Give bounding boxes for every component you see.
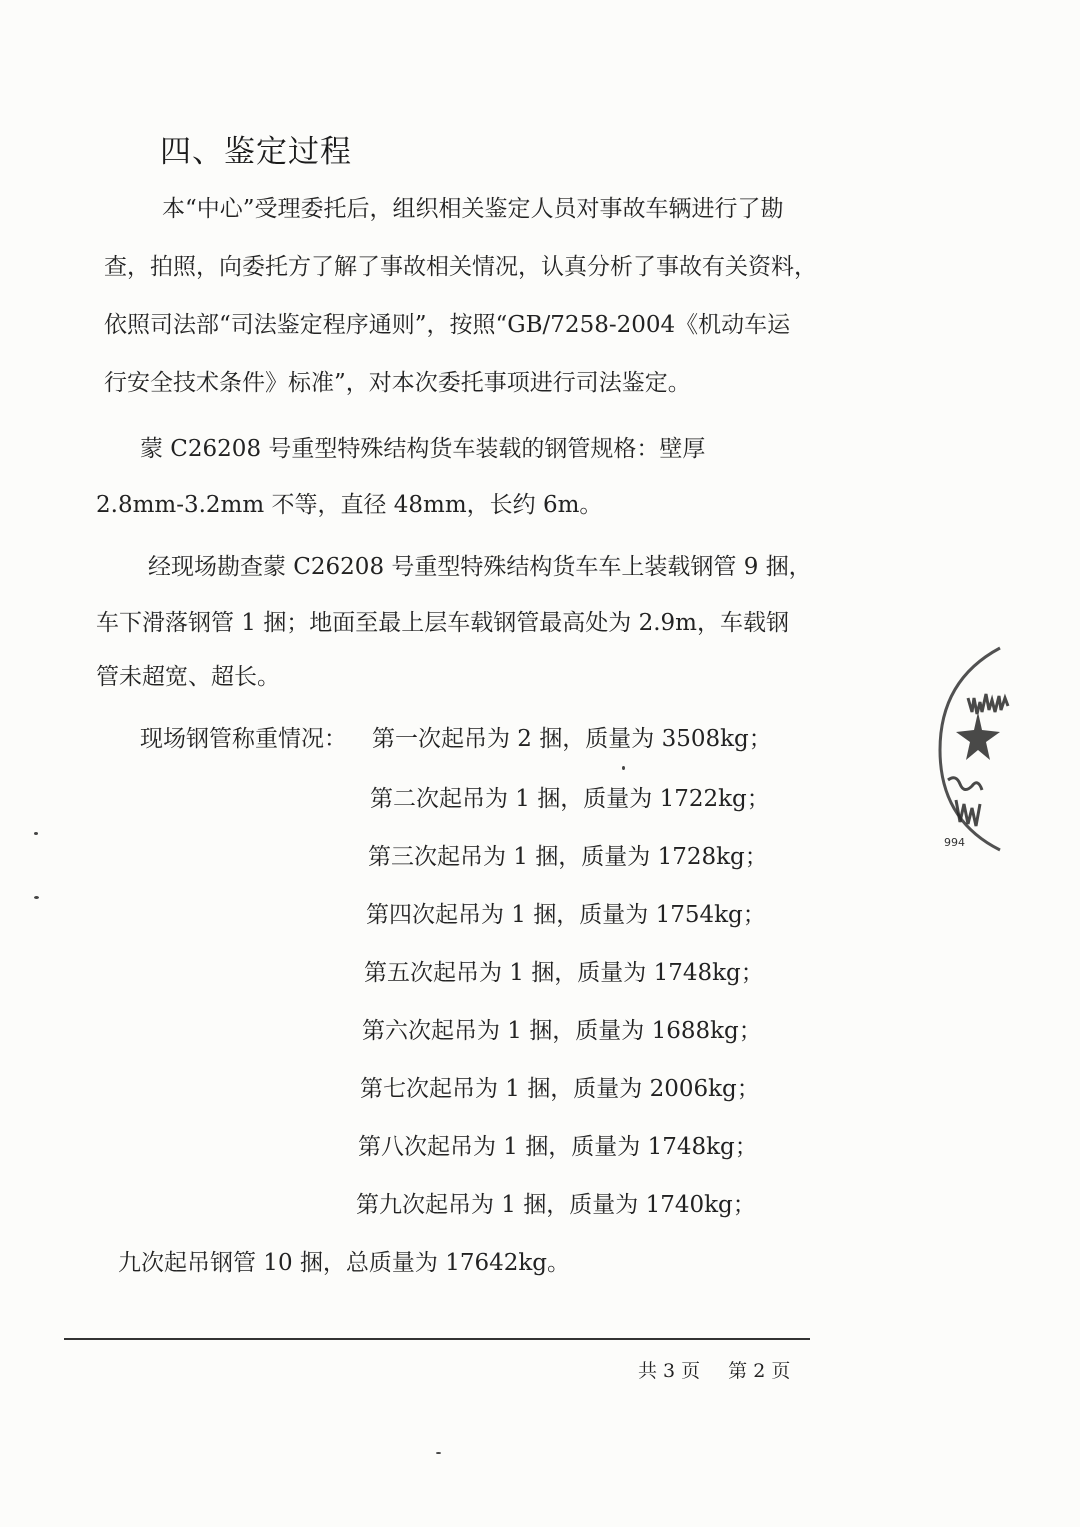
paragraph-2-line-1: 蒙 C26208 号重型特殊结构货车装载的钢管规格：壁厚 <box>140 436 706 462</box>
paragraph-3-line-1: 经现场勘查蒙 C26208 号重型特殊结构货车车上装载钢管 9 捆， <box>148 554 812 580</box>
scan-speck <box>622 766 625 770</box>
footer-divider <box>64 1338 810 1340</box>
weighing-row-1: 第一次起吊为 2 捆，质量为 3508kg； <box>372 726 772 752</box>
paragraph-2-line-2: 2.8mm-3.2mm 不等，直径 48mm，长约 6m。 <box>96 492 603 518</box>
seal-script-bottom <box>956 800 980 826</box>
official-seal <box>930 640 1080 860</box>
weighing-row-6: 第六次起吊为 1 捆，质量为 1688kg； <box>362 1018 762 1044</box>
paragraph-1-line-1: 本“中心”受理委托后，组织相关鉴定人员对事故车辆进行了勘 <box>162 196 784 222</box>
weighing-row-2: 第二次起吊为 1 捆，质量为 1722kg； <box>370 786 770 812</box>
scan-speck <box>34 896 39 899</box>
seal-year-text: 994 <box>944 836 965 849</box>
weighing-total: 九次起吊钢管 10 捆，总质量为 17642kg。 <box>118 1250 571 1276</box>
weighing-row-3: 第三次起吊为 1 捆，质量为 1728kg； <box>368 844 768 870</box>
paragraph-3-line-2: 车下滑落钢管 1 捆；地面至最上层车载钢管最高处为 2.9m，车载钢 <box>96 610 789 636</box>
current-page: 第 2 页 <box>728 1360 791 1382</box>
scan-speck <box>436 1452 441 1454</box>
weighing-row-5: 第五次起吊为 1 捆，质量为 1748kg； <box>364 960 764 986</box>
paragraph-3-line-3: 管未超宽、超长。 <box>96 664 280 690</box>
weighing-intro: 现场钢管称重情况： <box>140 726 347 752</box>
paragraph-1-line-2: 查，拍照，向委托方了解了事故相关情况，认真分析了事故有关资料， <box>104 254 817 280</box>
seal-star-icon <box>956 712 1000 760</box>
weighing-row-4: 第四次起吊为 1 捆，质量为 1754kg； <box>366 902 766 928</box>
paragraph-1-line-4: 行安全技术条件》标准”，对本次委托事项进行司法鉴定。 <box>104 370 691 396</box>
paragraph-1-line-3: 依照司法部“司法鉴定程序通则”，按照“GB/7258-2004《机动车运 <box>104 312 791 338</box>
weighing-row-7: 第七次起吊为 1 捆，质量为 2006kg； <box>360 1076 760 1102</box>
section-heading: 四、鉴定过程 <box>160 134 352 170</box>
weighing-row-8: 第八次起吊为 1 捆，质量为 1748kg； <box>358 1134 758 1160</box>
page-footer <box>638 1356 818 1383</box>
total-pages: 共 3 页 <box>638 1360 701 1382</box>
seal-script-top <box>968 694 1008 714</box>
seal-script-mid <box>948 778 982 790</box>
weighing-row-9: 第九次起吊为 1 捆，质量为 1740kg； <box>356 1192 756 1218</box>
scan-speck <box>34 832 38 835</box>
